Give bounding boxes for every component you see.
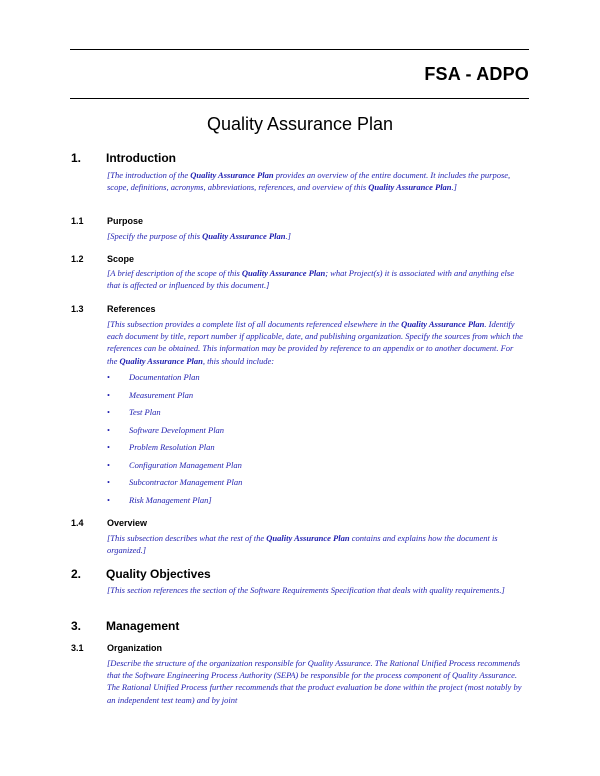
section-1-note: [The introduction of the Quality Assurance Plan provides an overview of the entire document. It includes the purpose, scope, definitions, acronyms, abbreviations, references, and overview of this Quality Assurance Plan.]	[107, 170, 511, 193]
header-title: FSA - ADPO	[424, 64, 529, 84]
section-1-4-heading: 1.4 Overview	[71, 518, 148, 528]
reference-list-item: • Configuration Management Plan	[107, 460, 242, 470]
header-rule-top	[70, 49, 529, 50]
section-1-2-note: [A brief description of the scope of this Quality Assurance Plan; what Project(s) it is associated with and anything else that is affected or influenced by this document.]	[107, 268, 514, 291]
document-title: Quality Assurance Plan	[206, 114, 394, 134]
section-2-note: [This section references the section of the Software Requirements Specification that deals with quality requirements.]	[107, 585, 505, 595]
section-1-2-heading: 1.2 Scope	[71, 254, 135, 264]
reference-list-item: • Problem Resolution Plan	[107, 442, 215, 452]
section-1-3-heading: 1.3 References	[71, 304, 156, 314]
section-1-heading	[71, 151, 529, 165]
section-3-1-heading: 3.1 Organization	[71, 643, 163, 653]
reference-list-item: • Test Plan	[107, 407, 161, 417]
reference-list-item: • Software Development Plan	[107, 425, 225, 435]
section-1-3-note: [This subsection provides a complete list of all documents referenced elsewhere in the Quality Assurance Plan. Identify each document by title, report number if applicable, date, and publishing organization. Specify the sources from which the references can be obtained. This information may be provided by reference to an appendix or to another document. For the Quality Assurance Plan, this should include:	[107, 319, 523, 366]
reference-list-item: • Measurement Plan	[107, 390, 194, 400]
section-3-1-note: [Describe the structure of the organization responsible for Quality Assurance. The Rational Unified Process recommends that the Software Engineering Process Authority (SEPA) be responsible for the process component of Quality Assurance. The Rational Unified Process further recommends that the product evaluation be done within the project (most notably by an independent test team) and by joint	[107, 658, 522, 705]
section-1-4-note: [This subsection describes what the rest of the Quality Assurance Plan contains and explains how the document is organized.]	[107, 533, 498, 556]
reference-list-item: • Subcontractor Management Plan	[107, 477, 243, 487]
section-2-heading: 2. Quality Objectives	[71, 567, 211, 581]
reference-list-item: • Risk Management Plan]	[107, 495, 212, 505]
section-3-heading: 3. Management	[71, 619, 180, 633]
section-title: Introduction	[106, 151, 176, 165]
section-1-1-heading: 1.1 Purpose	[71, 216, 144, 226]
section-number: 1.	[71, 151, 82, 165]
reference-list-item: • Documentation Plan	[107, 372, 200, 382]
section-1-1-note: [Specify the purpose of this Quality Assurance Plan.]	[107, 231, 291, 241]
header-rule-bottom	[70, 98, 529, 99]
